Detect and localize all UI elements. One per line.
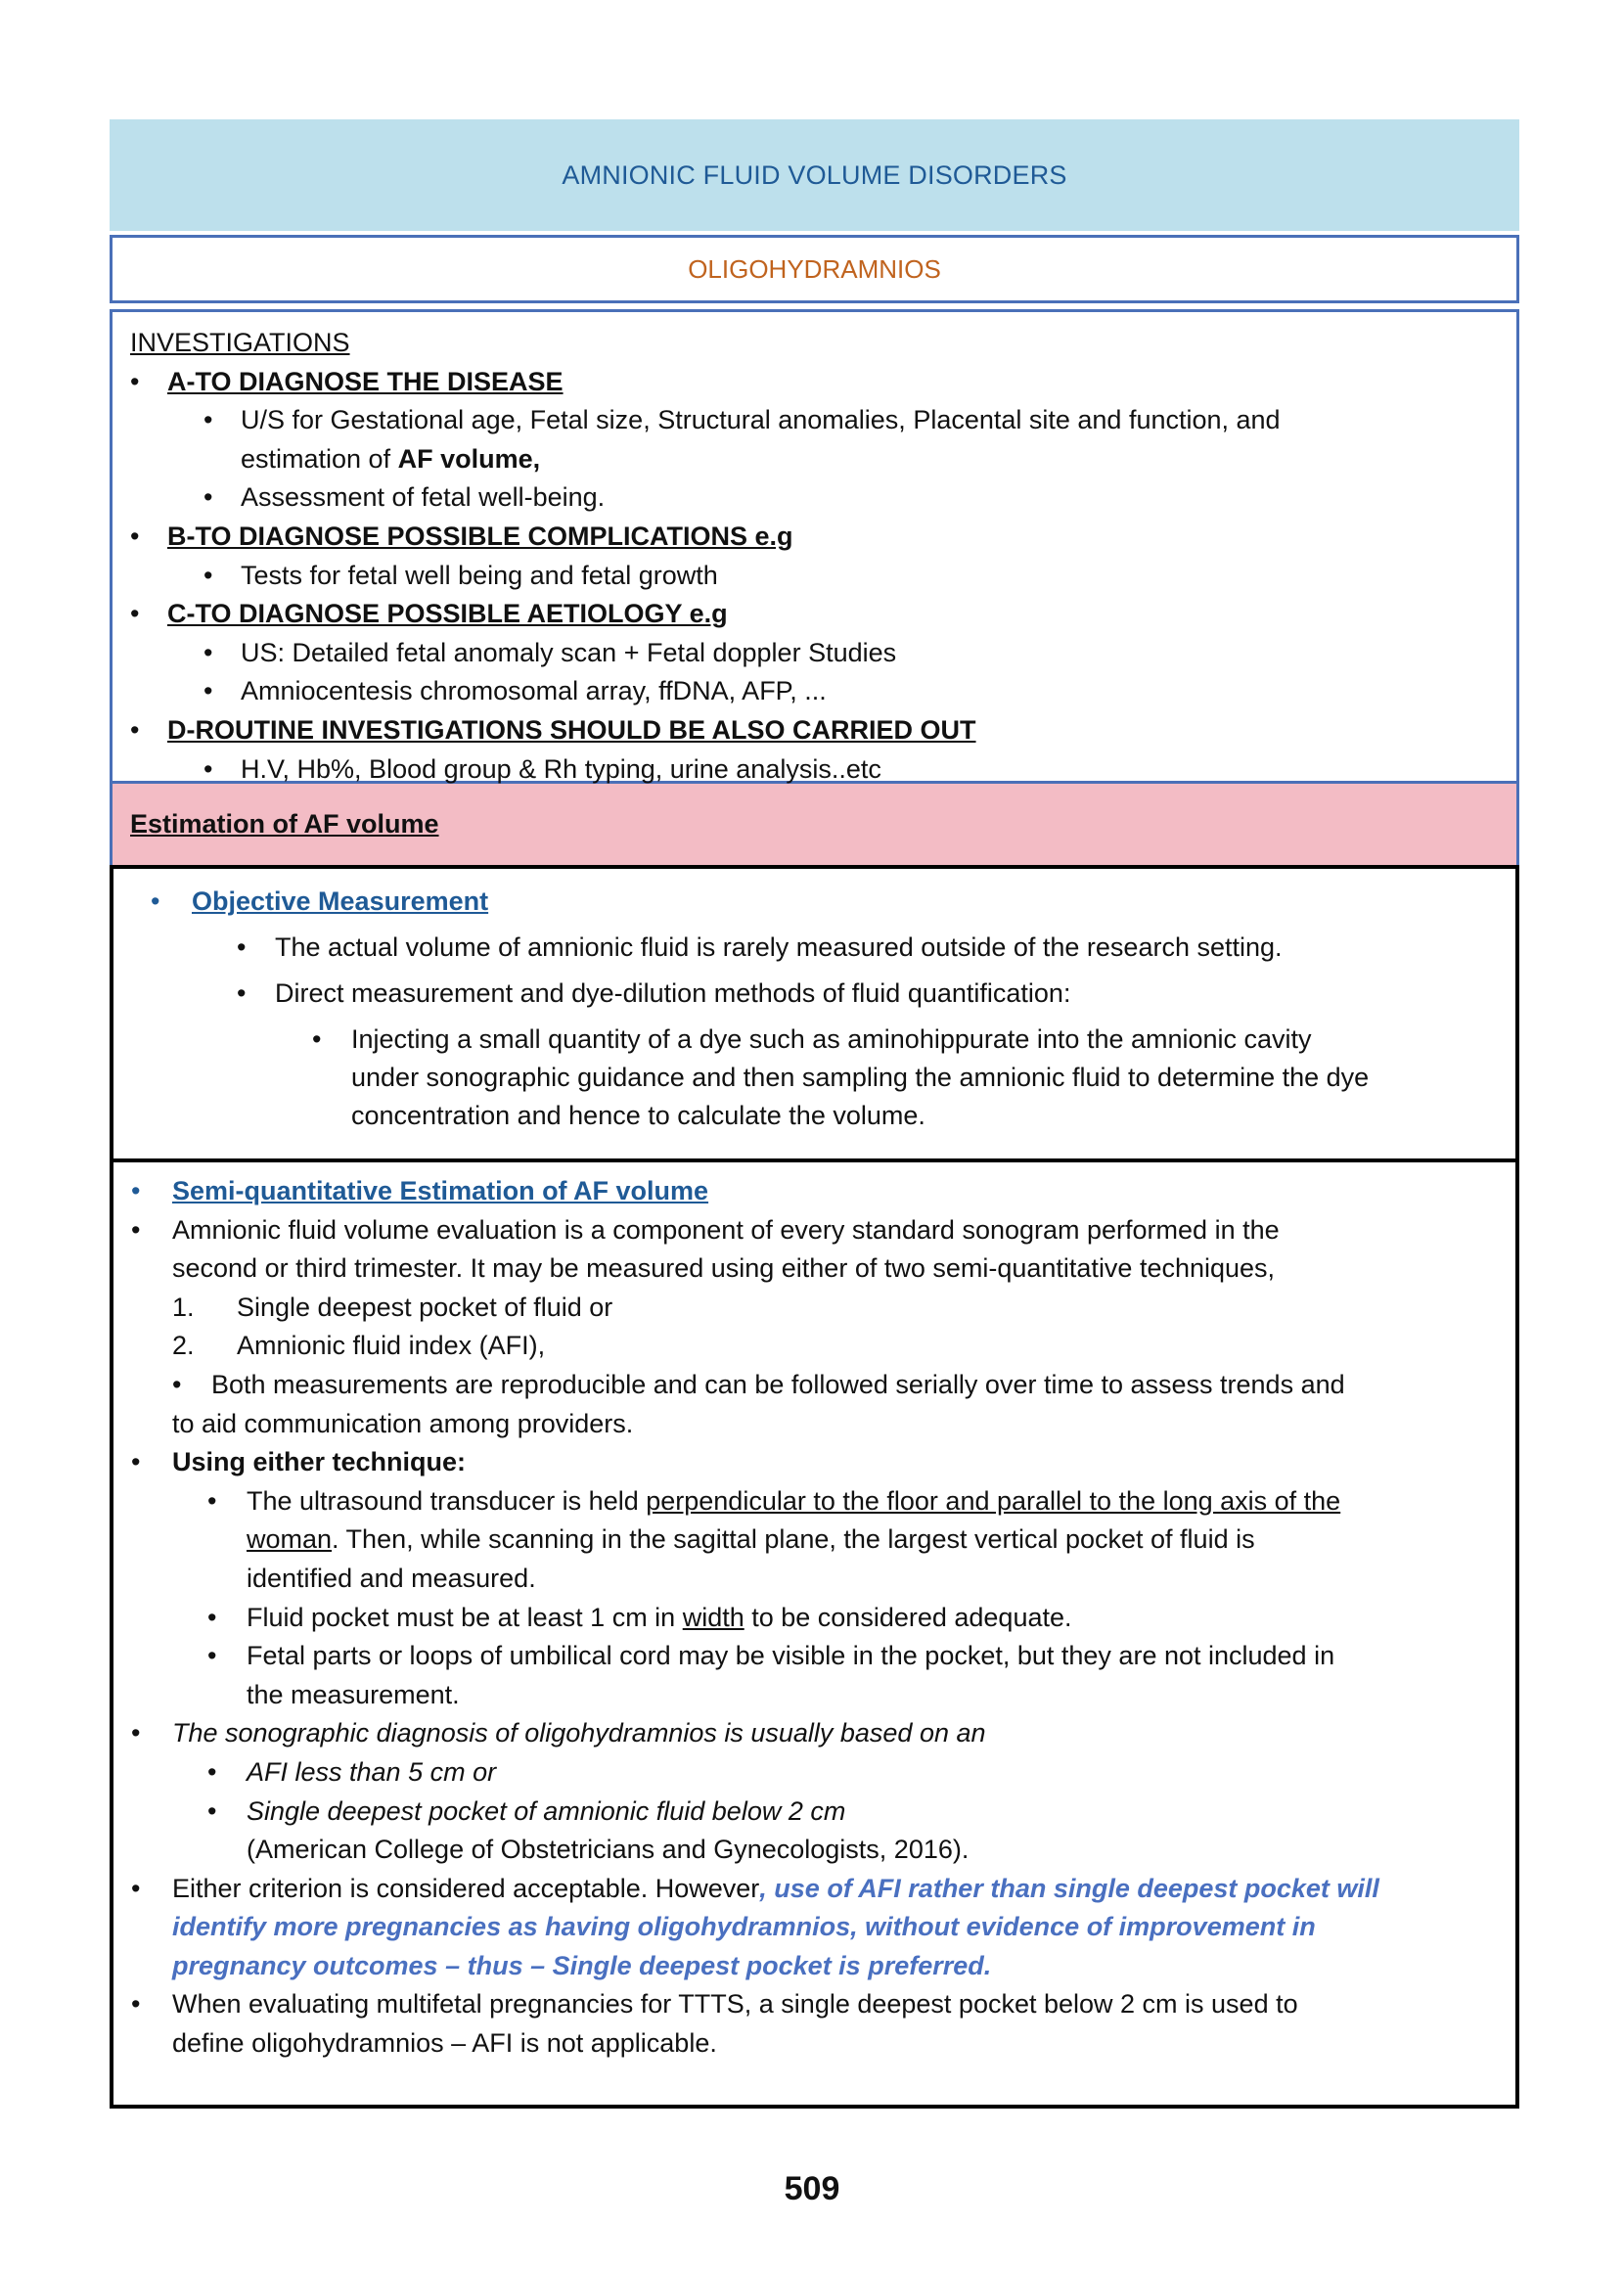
- title-banner: [110, 119, 1519, 231]
- document-page: [110, 119, 1519, 2109]
- list-item: • Either criterion is considered acceptable. However, use of AFI rather than single deepest pocket will: [131, 1870, 1498, 1909]
- page-number: 509: [784, 2170, 840, 2207]
- list-item: [131, 1172, 1498, 1211]
- list-item: [130, 363, 1499, 402]
- bullet-icon: •: [130, 521, 140, 551]
- list-item: • Fluid pocket must be at least 1 cm in width to be considered adequate.: [131, 1599, 1498, 1638]
- section-label: A-TO DIAGNOSE THE DISEASE: [167, 366, 564, 396]
- bullet-icon: •: [203, 637, 213, 667]
- technique-label: Using either technique:: [172, 1447, 467, 1477]
- bullet-icon: •: [172, 1369, 182, 1399]
- bullet-icon: •: [207, 1485, 217, 1516]
- bullet-icon: •: [207, 1641, 217, 1671]
- estimation-heading: Estimation of AF volume: [130, 808, 439, 839]
- bullet-icon: •: [131, 1873, 141, 1903]
- list-item: • Amnionic fluid volume evaluation is a component of every standard sonogram performed in the: [131, 1211, 1498, 1250]
- list-item: [131, 1443, 1498, 1482]
- bullet-icon: •: [207, 1602, 217, 1632]
- list-item-continuation: concentration and hence to calculate the volume.: [351, 1101, 925, 1130]
- objective-measurement-box: [110, 865, 1519, 1158]
- bullet-icon: •: [131, 1176, 141, 1205]
- list-item-continuation: estimation of AF volume,: [241, 443, 541, 474]
- section-label: B-TO DIAGNOSE POSSIBLE COMPLICATIONS e.g: [167, 521, 793, 551]
- bullet-icon: •: [131, 1718, 141, 1748]
- list-item: [130, 711, 1499, 750]
- bullet-icon: •: [203, 753, 213, 784]
- semi-quantitative-box: [110, 1158, 1519, 2109]
- list-item: • Amniocentesis chromosomal array, ffDNA, AFP, ...: [130, 672, 1499, 711]
- investigations-box: [110, 309, 1519, 784]
- list-item: • The sonographic diagnosis of oligohydramnios is usually based on an: [131, 1714, 1498, 1753]
- bullet-icon: •: [203, 482, 213, 513]
- list-item-continuation: woman. Then, while scanning in the sagittal plane, the largest vertical pocket of fluid is: [247, 1524, 1255, 1555]
- list-item: • Assessment of fetal well-being.: [130, 478, 1499, 518]
- list-item: • Fetal parts or loops of umbilical cord may be visible in the pocket, but they are not included in: [131, 1637, 1498, 1676]
- page-title: AMNIONIC FLUID VOLUME DISORDERS: [562, 159, 1067, 190]
- bullet-icon: •: [151, 886, 160, 916]
- list-item: • The ultrasound transducer is held perpendicular to the floor and parallel to the long axis of the: [131, 1482, 1498, 1521]
- citation: (American College of Obstetricians and Gynecologists, 2016).: [247, 1835, 970, 1865]
- investigations-heading: INVESTIGATIONS: [130, 328, 350, 357]
- bullet-icon: •: [131, 1214, 141, 1245]
- bullet-icon: •: [237, 932, 247, 962]
- numbered-item: 1. Single deepest pocket of fluid or: [172, 1292, 613, 1322]
- bullet-icon: •: [203, 676, 213, 706]
- list-item: • The actual volume of amnionic fluid is rarely measured outside of the research setting.: [131, 925, 1498, 971]
- bullet-icon: •: [130, 366, 140, 396]
- list-item-continuation: under sonographic guidance and then sampling the amnionic fluid to determine the dye: [351, 1063, 1370, 1092]
- numbered-item: 2. Amnionic fluid index (AFI),: [172, 1331, 546, 1361]
- bullet-icon: •: [207, 1795, 217, 1826]
- list-item: • Both measurements are reproducible and can be followed serially over time to assess trends and: [131, 1366, 1498, 1405]
- list-item-continuation: the measurement.: [247, 1679, 460, 1709]
- list-item: • Direct measurement and dye-dilution methods of fluid quantification:: [131, 971, 1498, 1017]
- bullet-icon: •: [203, 560, 213, 590]
- list-item: • AFI less than 5 cm or: [131, 1753, 1498, 1793]
- list-item-continuation: identified and measured.: [247, 1563, 536, 1593]
- bullet-icon: •: [131, 1447, 141, 1477]
- bullet-icon: •: [237, 978, 247, 1008]
- bullet-icon: •: [207, 1756, 217, 1787]
- bullet-icon: •: [130, 599, 140, 629]
- objective-title: Objective Measurement: [192, 886, 489, 916]
- list-item-continuation: pregnancy outcomes – thus – Single deepest pocket is preferred.: [172, 1950, 992, 1980]
- list-item: • Tests for fetal well being and fetal growth: [130, 557, 1499, 596]
- section-subtitle: OLIGOHYDRAMNIOS: [688, 253, 941, 284]
- section-label: C-TO DIAGNOSE POSSIBLE AETIOLOGY e.g: [167, 599, 728, 629]
- list-item: • Injecting a small quantity of a dye such as aminohippurate into the amnionic cavity: [131, 1021, 1498, 1059]
- list-item: • Single deepest pocket of amnionic fluid below 2 cm: [131, 1793, 1498, 1832]
- list-item: • U/S for Gestational age, Fetal size, Structural anomalies, Placental site and function, and: [130, 401, 1499, 440]
- list-item: [130, 518, 1499, 557]
- list-item-continuation: define oligohydramnios – AFI is not applicable.: [172, 2028, 717, 2059]
- list-item-continuation: to aid communication among providers.: [172, 1408, 634, 1438]
- bullet-icon: •: [203, 405, 213, 435]
- list-item: • When evaluating multifetal pregnancies for TTTS, a single deepest pocket below 2 cm is used to: [131, 1985, 1498, 2024]
- list-item: [130, 595, 1499, 634]
- list-item-continuation: identify more pregnancies as having oligohydramnios, without evidence of improvement in: [172, 1912, 1316, 1942]
- list-item: • H.V, Hb%, Blood group & Rh typing, urine analysis..etc: [130, 750, 1499, 790]
- section-label: D-ROUTINE INVESTIGATIONS SHOULD BE ALSO CARRIED OUT: [167, 714, 976, 745]
- estimation-heading-band: [110, 781, 1519, 865]
- bullet-icon: •: [312, 1024, 322, 1054]
- bullet-icon: •: [131, 1989, 141, 2020]
- list-item-continuation: second or third trimester. It may be measured using either of two semi-quantitative techniques,: [172, 1253, 1276, 1284]
- list-item: • US: Detailed fetal anomaly scan + Fetal doppler Studies: [130, 634, 1499, 673]
- semi-title: Semi-quantitative Estimation of AF volume: [172, 1176, 709, 1205]
- list-item: [131, 879, 1498, 925]
- bullet-icon: •: [130, 714, 140, 745]
- subtitle-box: [110, 235, 1519, 303]
